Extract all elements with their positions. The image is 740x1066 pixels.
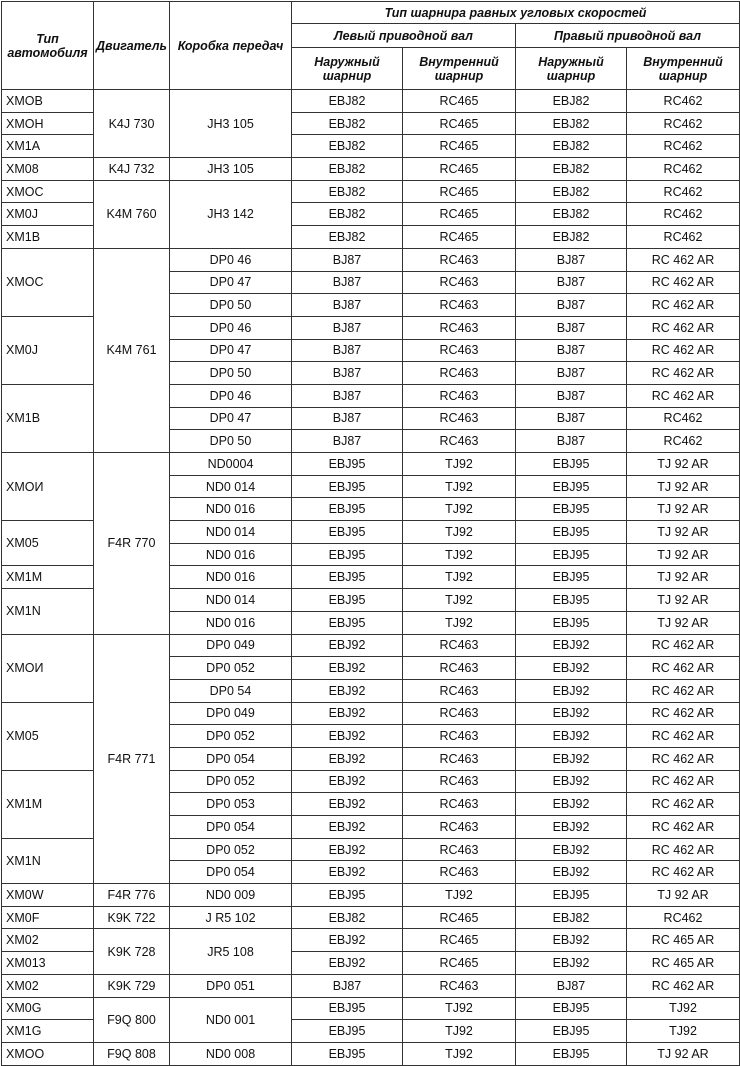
right-outer-joint-cell: EBJ82 bbox=[516, 226, 627, 249]
left-inner-joint-cell: TJ92 bbox=[403, 521, 516, 544]
engine-cell: K9K 728 bbox=[94, 929, 170, 974]
left-outer-joint-cell: EBJ92 bbox=[292, 838, 403, 861]
gearbox-cell: DP0 47 bbox=[170, 407, 292, 430]
right-outer-joint-cell: EBJ92 bbox=[516, 770, 627, 793]
right-outer-joint-cell: EBJ92 bbox=[516, 816, 627, 839]
table-row bbox=[2, 929, 740, 952]
vehicle-type-cell: XMOO bbox=[2, 1042, 94, 1065]
right-outer-joint-cell: EBJ82 bbox=[516, 112, 627, 135]
table-row bbox=[2, 180, 740, 203]
table-row bbox=[2, 634, 740, 657]
right-inner-joint-cell: TJ 92 AR bbox=[627, 543, 740, 566]
left-outer-joint-cell: BJ87 bbox=[292, 384, 403, 407]
left-outer-joint-cell: BJ87 bbox=[292, 974, 403, 997]
vehicle-type-cell: XM0W bbox=[2, 884, 94, 907]
vehicle-type-cell: XM0G bbox=[2, 997, 94, 1020]
vehicle-type-cell: XM1M bbox=[2, 770, 94, 838]
gearbox-cell: DP0 052 bbox=[170, 838, 292, 861]
left-outer-joint-cell: EBJ95 bbox=[292, 521, 403, 544]
right-outer-joint-cell: EBJ95 bbox=[516, 589, 627, 612]
right-inner-joint-cell: RC 462 AR bbox=[627, 294, 740, 317]
header-right-outer-joint: Наружный шарнир bbox=[516, 48, 627, 90]
right-inner-joint-cell: RC 462 AR bbox=[627, 362, 740, 385]
gearbox-cell: ND0 014 bbox=[170, 475, 292, 498]
right-inner-joint-cell: RC462 bbox=[627, 180, 740, 203]
right-outer-joint-cell: EBJ82 bbox=[516, 906, 627, 929]
left-outer-joint-cell: EBJ92 bbox=[292, 702, 403, 725]
table-row bbox=[2, 1042, 740, 1065]
table-row bbox=[2, 884, 740, 907]
left-inner-joint-cell: RC463 bbox=[403, 793, 516, 816]
right-outer-joint-cell: EBJ95 bbox=[516, 498, 627, 521]
right-inner-joint-cell: RC462 bbox=[627, 112, 740, 135]
right-outer-joint-cell: EBJ95 bbox=[516, 475, 627, 498]
right-outer-joint-cell: BJ87 bbox=[516, 384, 627, 407]
table-row bbox=[2, 974, 740, 997]
engine-cell: F9Q 800 bbox=[94, 997, 170, 1042]
left-outer-joint-cell: EBJ92 bbox=[292, 929, 403, 952]
table-body bbox=[2, 90, 740, 1066]
right-inner-joint-cell: RC 462 AR bbox=[627, 248, 740, 271]
left-outer-joint-cell: BJ87 bbox=[292, 248, 403, 271]
right-inner-joint-cell: TJ 92 AR bbox=[627, 589, 740, 612]
table-header bbox=[2, 2, 740, 90]
vehicle-type-cell: XMOИ bbox=[2, 453, 94, 521]
vehicle-type-cell: XM1M bbox=[2, 566, 94, 589]
gearbox-cell: DP0 052 bbox=[170, 657, 292, 680]
header-left-shaft: Левый приводной вал bbox=[292, 24, 516, 48]
header-right-shaft: Правый приводной вал bbox=[516, 24, 740, 48]
table-row bbox=[2, 906, 740, 929]
left-outer-joint-cell: BJ87 bbox=[292, 407, 403, 430]
engine-cell: K4M 761 bbox=[94, 248, 170, 452]
header-engine: Двигатель bbox=[94, 2, 170, 90]
cv-joint-table bbox=[1, 1, 740, 1066]
vehicle-type-cell: XM05 bbox=[2, 702, 94, 770]
right-outer-joint-cell: BJ87 bbox=[516, 248, 627, 271]
gearbox-cell: ND0 016 bbox=[170, 498, 292, 521]
left-inner-joint-cell: TJ92 bbox=[403, 566, 516, 589]
left-outer-joint-cell: EBJ95 bbox=[292, 453, 403, 476]
left-inner-joint-cell: RC465 bbox=[403, 929, 516, 952]
left-outer-joint-cell: EBJ95 bbox=[292, 475, 403, 498]
gearbox-cell: ND0 008 bbox=[170, 1042, 292, 1065]
left-inner-joint-cell: RC463 bbox=[403, 816, 516, 839]
left-inner-joint-cell: RC463 bbox=[403, 657, 516, 680]
right-inner-joint-cell: RC 462 AR bbox=[627, 634, 740, 657]
left-inner-joint-cell: RC463 bbox=[403, 725, 516, 748]
right-inner-joint-cell: RC 462 AR bbox=[627, 271, 740, 294]
left-inner-joint-cell: RC463 bbox=[403, 339, 516, 362]
vehicle-type-cell: XM1B bbox=[2, 226, 94, 249]
left-outer-joint-cell: EBJ92 bbox=[292, 816, 403, 839]
gearbox-cell: ND0 014 bbox=[170, 589, 292, 612]
left-outer-joint-cell: BJ87 bbox=[292, 271, 403, 294]
vehicle-type-cell: XM05 bbox=[2, 521, 94, 566]
right-outer-joint-cell: EBJ92 bbox=[516, 838, 627, 861]
left-inner-joint-cell: TJ92 bbox=[403, 1042, 516, 1065]
left-inner-joint-cell: RC463 bbox=[403, 294, 516, 317]
right-inner-joint-cell: RC462 bbox=[627, 90, 740, 113]
right-inner-joint-cell: RC 462 AR bbox=[627, 793, 740, 816]
left-inner-joint-cell: RC463 bbox=[403, 316, 516, 339]
left-inner-joint-cell: RC463 bbox=[403, 747, 516, 770]
left-outer-joint-cell: EBJ82 bbox=[292, 906, 403, 929]
right-inner-joint-cell: RC 462 AR bbox=[627, 702, 740, 725]
right-inner-joint-cell: TJ 92 AR bbox=[627, 453, 740, 476]
left-inner-joint-cell: RC463 bbox=[403, 974, 516, 997]
table-row bbox=[2, 997, 740, 1020]
left-outer-joint-cell: EBJ92 bbox=[292, 793, 403, 816]
vehicle-type-cell: XM1G bbox=[2, 1020, 94, 1043]
left-inner-joint-cell: RC463 bbox=[403, 248, 516, 271]
vehicle-type-cell: XMOC bbox=[2, 180, 94, 203]
engine-cell: K9K 729 bbox=[94, 974, 170, 997]
gearbox-cell: DP0 50 bbox=[170, 430, 292, 453]
right-outer-joint-cell: BJ87 bbox=[516, 316, 627, 339]
right-inner-joint-cell: RC462 bbox=[627, 906, 740, 929]
left-inner-joint-cell: RC465 bbox=[403, 135, 516, 158]
header-joint-type: Тип шарнира равных угловых скоростей bbox=[292, 2, 740, 24]
right-inner-joint-cell: RC 465 AR bbox=[627, 929, 740, 952]
right-inner-joint-cell: RC462 bbox=[627, 430, 740, 453]
right-outer-joint-cell: EBJ92 bbox=[516, 929, 627, 952]
right-outer-joint-cell: EBJ95 bbox=[516, 566, 627, 589]
vehicle-type-cell: XM013 bbox=[2, 952, 94, 975]
right-inner-joint-cell: RC 462 AR bbox=[627, 974, 740, 997]
vehicle-type-cell: XMOB bbox=[2, 90, 94, 113]
gearbox-cell: JH3 105 bbox=[170, 158, 292, 181]
right-outer-joint-cell: EBJ95 bbox=[516, 1042, 627, 1065]
gearbox-cell: DP0 054 bbox=[170, 747, 292, 770]
gearbox-cell: DP0 46 bbox=[170, 248, 292, 271]
left-inner-joint-cell: TJ92 bbox=[403, 453, 516, 476]
gearbox-cell: ND0 016 bbox=[170, 543, 292, 566]
right-outer-joint-cell: EBJ92 bbox=[516, 702, 627, 725]
right-outer-joint-cell: EBJ92 bbox=[516, 952, 627, 975]
engine-cell: K9K 722 bbox=[94, 906, 170, 929]
right-outer-joint-cell: EBJ95 bbox=[516, 521, 627, 544]
right-outer-joint-cell: BJ87 bbox=[516, 407, 627, 430]
right-outer-joint-cell: EBJ95 bbox=[516, 884, 627, 907]
right-outer-joint-cell: EBJ92 bbox=[516, 747, 627, 770]
vehicle-type-cell: XM0J bbox=[2, 203, 94, 226]
right-outer-joint-cell: EBJ82 bbox=[516, 135, 627, 158]
header-vehicle-type: Тип автомобиля bbox=[2, 2, 94, 90]
right-outer-joint-cell: EBJ95 bbox=[516, 453, 627, 476]
engine-cell: K4J 730 bbox=[94, 90, 170, 158]
header-gearbox: Коробка передач bbox=[170, 2, 292, 90]
left-inner-joint-cell: RC465 bbox=[403, 158, 516, 181]
left-outer-joint-cell: EBJ92 bbox=[292, 657, 403, 680]
right-outer-joint-cell: EBJ92 bbox=[516, 634, 627, 657]
left-inner-joint-cell: TJ92 bbox=[403, 589, 516, 612]
left-inner-joint-cell: TJ92 bbox=[403, 475, 516, 498]
left-outer-joint-cell: BJ87 bbox=[292, 430, 403, 453]
left-inner-joint-cell: RC463 bbox=[403, 384, 516, 407]
vehicle-type-cell: XMOC bbox=[2, 248, 94, 316]
right-inner-joint-cell: RC 462 AR bbox=[627, 770, 740, 793]
right-inner-joint-cell: RC462 bbox=[627, 226, 740, 249]
left-inner-joint-cell: RC465 bbox=[403, 180, 516, 203]
right-outer-joint-cell: EBJ95 bbox=[516, 997, 627, 1020]
vehicle-type-cell: XM1N bbox=[2, 589, 94, 634]
right-inner-joint-cell: TJ 92 AR bbox=[627, 498, 740, 521]
right-outer-joint-cell: EBJ95 bbox=[516, 543, 627, 566]
right-inner-joint-cell: TJ 92 AR bbox=[627, 475, 740, 498]
left-outer-joint-cell: EBJ95 bbox=[292, 611, 403, 634]
right-outer-joint-cell: BJ87 bbox=[516, 339, 627, 362]
right-inner-joint-cell: RC 462 AR bbox=[627, 339, 740, 362]
left-outer-joint-cell: EBJ82 bbox=[292, 112, 403, 135]
gearbox-cell: DP0 54 bbox=[170, 679, 292, 702]
gearbox-cell: DP0 052 bbox=[170, 725, 292, 748]
left-inner-joint-cell: RC463 bbox=[403, 679, 516, 702]
right-inner-joint-cell: RC462 bbox=[627, 407, 740, 430]
left-inner-joint-cell: RC465 bbox=[403, 112, 516, 135]
left-outer-joint-cell: EBJ95 bbox=[292, 1020, 403, 1043]
left-outer-joint-cell: EBJ82 bbox=[292, 90, 403, 113]
gearbox-cell: ND0 009 bbox=[170, 884, 292, 907]
left-outer-joint-cell: BJ87 bbox=[292, 339, 403, 362]
gearbox-cell: JR5 108 bbox=[170, 929, 292, 974]
right-inner-joint-cell: RC 462 AR bbox=[627, 657, 740, 680]
gearbox-cell: DP0 50 bbox=[170, 294, 292, 317]
gearbox-cell: DP0 054 bbox=[170, 816, 292, 839]
table-row bbox=[2, 158, 740, 181]
gearbox-cell: DP0 054 bbox=[170, 861, 292, 884]
right-outer-joint-cell: EBJ95 bbox=[516, 1020, 627, 1043]
right-inner-joint-cell: RC 462 AR bbox=[627, 384, 740, 407]
vehicle-type-cell: XM0F bbox=[2, 906, 94, 929]
right-inner-joint-cell: TJ92 bbox=[627, 1020, 740, 1043]
left-inner-joint-cell: RC463 bbox=[403, 407, 516, 430]
vehicle-type-cell: XM1A bbox=[2, 135, 94, 158]
right-outer-joint-cell: BJ87 bbox=[516, 974, 627, 997]
vehicle-type-cell: XM02 bbox=[2, 929, 94, 952]
vehicle-type-cell: XM1N bbox=[2, 838, 94, 883]
left-outer-joint-cell: EBJ92 bbox=[292, 634, 403, 657]
left-outer-joint-cell: EBJ95 bbox=[292, 566, 403, 589]
left-inner-joint-cell: RC463 bbox=[403, 430, 516, 453]
engine-cell: K4M 760 bbox=[94, 180, 170, 248]
right-outer-joint-cell: EBJ92 bbox=[516, 793, 627, 816]
right-outer-joint-cell: BJ87 bbox=[516, 362, 627, 385]
vehicle-type-cell: XM1B bbox=[2, 384, 94, 452]
right-inner-joint-cell: RC462 bbox=[627, 135, 740, 158]
left-inner-joint-cell: RC465 bbox=[403, 226, 516, 249]
gearbox-cell: J R5 102 bbox=[170, 906, 292, 929]
left-outer-joint-cell: EBJ95 bbox=[292, 589, 403, 612]
right-outer-joint-cell: EBJ92 bbox=[516, 679, 627, 702]
right-outer-joint-cell: EBJ92 bbox=[516, 657, 627, 680]
left-outer-joint-cell: EBJ92 bbox=[292, 770, 403, 793]
vehicle-type-cell: XM02 bbox=[2, 974, 94, 997]
left-inner-joint-cell: RC463 bbox=[403, 702, 516, 725]
left-outer-joint-cell: EBJ95 bbox=[292, 498, 403, 521]
left-inner-joint-cell: TJ92 bbox=[403, 997, 516, 1020]
right-inner-joint-cell: TJ 92 AR bbox=[627, 566, 740, 589]
vehicle-type-cell: XMOH bbox=[2, 112, 94, 135]
right-inner-joint-cell: RC462 bbox=[627, 203, 740, 226]
right-inner-joint-cell: RC 462 AR bbox=[627, 316, 740, 339]
right-inner-joint-cell: RC 462 AR bbox=[627, 747, 740, 770]
right-outer-joint-cell: EBJ82 bbox=[516, 158, 627, 181]
left-outer-joint-cell: EBJ92 bbox=[292, 747, 403, 770]
left-inner-joint-cell: RC465 bbox=[403, 90, 516, 113]
left-outer-joint-cell: BJ87 bbox=[292, 316, 403, 339]
vehicle-type-cell: XM0J bbox=[2, 316, 94, 384]
gearbox-cell: ND0004 bbox=[170, 453, 292, 476]
gearbox-cell: ND0 016 bbox=[170, 611, 292, 634]
header-left-inner-joint: Внутренний шарнир bbox=[403, 48, 516, 90]
gearbox-cell: DP0 053 bbox=[170, 793, 292, 816]
gearbox-cell: DP0 47 bbox=[170, 271, 292, 294]
right-inner-joint-cell: TJ 92 AR bbox=[627, 884, 740, 907]
gearbox-cell: JH3 142 bbox=[170, 180, 292, 248]
right-inner-joint-cell: TJ92 bbox=[627, 997, 740, 1020]
left-inner-joint-cell: RC463 bbox=[403, 634, 516, 657]
gearbox-cell: JH3 105 bbox=[170, 90, 292, 158]
left-outer-joint-cell: EBJ82 bbox=[292, 135, 403, 158]
right-outer-joint-cell: BJ87 bbox=[516, 430, 627, 453]
left-outer-joint-cell: EBJ95 bbox=[292, 543, 403, 566]
right-outer-joint-cell: EBJ92 bbox=[516, 861, 627, 884]
left-inner-joint-cell: TJ92 bbox=[403, 498, 516, 521]
engine-cell: F9Q 808 bbox=[94, 1042, 170, 1065]
gearbox-cell: DP0 049 bbox=[170, 702, 292, 725]
engine-cell: K4J 732 bbox=[94, 158, 170, 181]
left-outer-joint-cell: EBJ82 bbox=[292, 226, 403, 249]
gearbox-cell: DP0 052 bbox=[170, 770, 292, 793]
left-inner-joint-cell: RC463 bbox=[403, 271, 516, 294]
right-outer-joint-cell: EBJ95 bbox=[516, 611, 627, 634]
left-outer-joint-cell: EBJ92 bbox=[292, 725, 403, 748]
left-inner-joint-cell: RC465 bbox=[403, 952, 516, 975]
left-outer-joint-cell: EBJ92 bbox=[292, 679, 403, 702]
gearbox-cell: DP0 47 bbox=[170, 339, 292, 362]
left-inner-joint-cell: TJ92 bbox=[403, 611, 516, 634]
left-inner-joint-cell: TJ92 bbox=[403, 884, 516, 907]
gearbox-cell: DP0 46 bbox=[170, 316, 292, 339]
left-outer-joint-cell: EBJ95 bbox=[292, 997, 403, 1020]
engine-cell: F4R 770 bbox=[94, 453, 170, 635]
table-row bbox=[2, 248, 740, 271]
right-inner-joint-cell: TJ 92 AR bbox=[627, 1042, 740, 1065]
header-right-inner-joint: Внутренний шарнир bbox=[627, 48, 740, 90]
left-outer-joint-cell: EBJ82 bbox=[292, 203, 403, 226]
left-outer-joint-cell: EBJ92 bbox=[292, 861, 403, 884]
left-inner-joint-cell: RC463 bbox=[403, 861, 516, 884]
vehicle-type-cell: XM08 bbox=[2, 158, 94, 181]
left-outer-joint-cell: EBJ82 bbox=[292, 158, 403, 181]
right-inner-joint-cell: RC 465 AR bbox=[627, 952, 740, 975]
right-outer-joint-cell: BJ87 bbox=[516, 294, 627, 317]
engine-cell: F4R 771 bbox=[94, 634, 170, 884]
gearbox-cell: DP0 50 bbox=[170, 362, 292, 385]
gearbox-cell: ND0 016 bbox=[170, 566, 292, 589]
gearbox-cell: DP0 46 bbox=[170, 384, 292, 407]
vehicle-type-cell: XMOИ bbox=[2, 634, 94, 702]
right-inner-joint-cell: RC 462 AR bbox=[627, 679, 740, 702]
left-inner-joint-cell: TJ92 bbox=[403, 1020, 516, 1043]
right-inner-joint-cell: RC 462 AR bbox=[627, 861, 740, 884]
right-inner-joint-cell: RC462 bbox=[627, 158, 740, 181]
gearbox-cell: DP0 051 bbox=[170, 974, 292, 997]
left-outer-joint-cell: EBJ95 bbox=[292, 884, 403, 907]
right-inner-joint-cell: RC 462 AR bbox=[627, 725, 740, 748]
table-row bbox=[2, 453, 740, 476]
left-inner-joint-cell: RC463 bbox=[403, 838, 516, 861]
right-inner-joint-cell: RC 462 AR bbox=[627, 838, 740, 861]
gearbox-cell: ND0 001 bbox=[170, 997, 292, 1042]
left-outer-joint-cell: EBJ95 bbox=[292, 1042, 403, 1065]
left-outer-joint-cell: EBJ92 bbox=[292, 952, 403, 975]
right-outer-joint-cell: EBJ82 bbox=[516, 90, 627, 113]
right-inner-joint-cell: RC 462 AR bbox=[627, 816, 740, 839]
right-outer-joint-cell: EBJ92 bbox=[516, 725, 627, 748]
right-outer-joint-cell: EBJ82 bbox=[516, 180, 627, 203]
left-outer-joint-cell: BJ87 bbox=[292, 362, 403, 385]
header-left-outer-joint: Наружный шарнир bbox=[292, 48, 403, 90]
right-inner-joint-cell: TJ 92 AR bbox=[627, 611, 740, 634]
left-inner-joint-cell: RC463 bbox=[403, 770, 516, 793]
left-outer-joint-cell: BJ87 bbox=[292, 294, 403, 317]
right-inner-joint-cell: TJ 92 AR bbox=[627, 521, 740, 544]
left-inner-joint-cell: TJ92 bbox=[403, 543, 516, 566]
left-inner-joint-cell: RC465 bbox=[403, 906, 516, 929]
left-outer-joint-cell: EBJ82 bbox=[292, 180, 403, 203]
gearbox-cell: DP0 049 bbox=[170, 634, 292, 657]
engine-cell: F4R 776 bbox=[94, 884, 170, 907]
table-row bbox=[2, 90, 740, 113]
left-inner-joint-cell: RC465 bbox=[403, 203, 516, 226]
right-outer-joint-cell: EBJ82 bbox=[516, 203, 627, 226]
right-outer-joint-cell: BJ87 bbox=[516, 271, 627, 294]
gearbox-cell: ND0 014 bbox=[170, 521, 292, 544]
left-inner-joint-cell: RC463 bbox=[403, 362, 516, 385]
